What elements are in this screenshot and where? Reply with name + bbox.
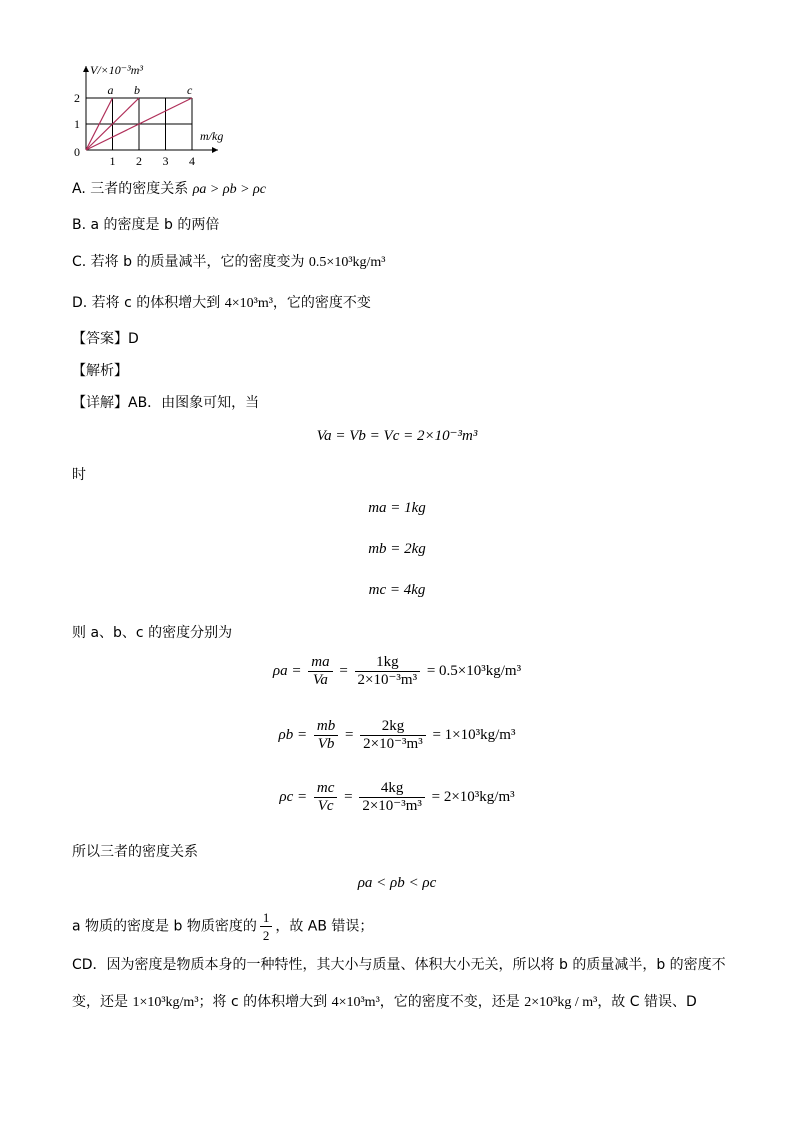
x-axis-arrow [212,147,218,153]
option-c-text: C. 若将 b 的质量减半，它的密度变为 [72,254,309,270]
rho-b-frac2 [360,719,426,752]
option-b [72,214,219,234]
y-axis-arrow [83,66,89,72]
cd-line2-v2: 4×10³m³ [331,995,380,1010]
rho-c-lhs: ρc = [279,788,308,805]
series-label-c: c [187,83,193,97]
rho-c-frac2 [359,781,425,814]
rho-c-f2-num: 4kg [359,781,425,798]
eq-rho-c: ρc = $\frac{mc}{Vc}$ = $\frac{4kg}{\text{2×10⁻³m³}}$ = 2×10³kg/m³ [279,780,515,814]
option-d-text: D. 若将 c 的体积增大到 [72,295,225,311]
half-suffix: ，故 AB 错误； [275,918,374,935]
rho-b-lhs: ρb = [278,726,308,743]
eq-mb: mb = 2kg [368,541,426,557]
rho-b-frac1 [314,719,338,752]
eq-mc: mc = 4kg [368,582,426,598]
eq-ma: ma = 1kg [368,500,426,516]
rho-c-frac1 [314,781,338,814]
option-a [72,178,266,198]
rho-b-f2-den: 2×10⁻³m³ [363,736,423,752]
option-a-relation: ρa > ρb > ρc [192,182,266,197]
eq-volume: Va = Vb = Vc = 2×10⁻³m³ [316,428,478,444]
option-c-value: 0.5×10³kg/m³ [308,255,386,270]
detail-intro [72,392,259,412]
eq-rho-a: ρa = $\frac{ma}{Va}$ = $\frac{1kg}{\text{2×10⁻³m³}}$ = 0.5×10³kg/m³ [272,654,522,688]
eq-rho-b: ρb = $\frac{mb}{Vb}$ = $\frac{2kg}{\text{2×10⁻³m³}}$ = 1×10³kg/m³ [278,718,516,752]
cd-line2-d: ，故 C 错误、D [597,994,697,1010]
x-tick-label: 3 [162,154,169,168]
half-line [72,910,373,943]
density-graph [60,58,250,170]
eq-relation: ρa < ρb < ρc [357,875,437,891]
rho-a-result: = 0.5×10³kg/m³ [426,662,522,679]
answer-label: 【答案】 [72,331,128,347]
cd-line2-v1: 1×10³kg/m³ [132,995,199,1010]
rho-c-f1-den: Vc [317,798,334,814]
option-c [72,251,386,271]
rho-b-f2-num: 2kg [360,719,426,736]
cd-line2-b: ；将 c 的体积增大到 [198,994,332,1010]
option-b-text: B. a 的密度是 b 的两倍 [72,217,220,233]
rho-a-f2-den: 2×10⁻³m³ [357,672,418,688]
x-axis-label: m/kg [200,129,224,143]
cd-line1: CD．因为密度是物质本身的一种特性，其大小与质量、体积大小无关，所以将 b 的质量减半，b 的密度不 [72,957,726,973]
x-tick-label: 4 [189,154,195,168]
y-tick-label: 2 [74,91,80,105]
half-num: 1 [260,910,273,927]
answer-line [72,328,139,348]
rho-b-f1-num: mb [314,719,338,736]
relation-intro: 所以三者的密度关系 [72,844,198,860]
rho-b-result: = 1×10³kg/m³ [432,726,516,743]
cd-line2-a: 变，还是 [72,994,133,1010]
rho-a-f1-den: Va [312,672,328,688]
rho-c-f1-num: mc [314,781,338,798]
shi-text: 时 [72,467,86,483]
rho-a-f1-num: ma [308,655,332,672]
detail-label: 【详解】 [72,395,128,411]
option-d-value: 4×10³m³ [224,296,273,311]
x-tick-label: 1 [109,154,116,168]
half-den: 2 [262,928,270,943]
x-tick-label: 2 [136,154,142,168]
y-tick-label: 1 [74,117,80,131]
analysis-label: 【解析】 [72,363,128,379]
cd-line2-v3: 2×10³kg / m³ [524,995,598,1010]
option-d [72,292,371,312]
cd-line2-c: ，它的密度不变，还是 [379,994,525,1010]
rho-b-f1-den: Vb [317,736,335,752]
rho-a-f2-num: 1kg [355,655,421,672]
rho-c-result: = 2×10³kg/m³ [431,788,515,805]
y-axis-label: V/×10⁻³m³ [90,63,143,77]
answer-value: D [128,331,139,347]
half-prefix: a 物质的密度是 b 物质密度的 [72,918,257,935]
cd-line2 [72,991,697,1011]
rho-c-f2-den: 2×10⁻³m³ [362,798,422,814]
origin-label: 0 [74,145,80,159]
rho-a-lhs: ρa = [272,662,302,679]
densities-intro: 则 a、b、c 的密度分别为 [72,625,233,641]
rho-a-frac2 [355,655,421,688]
half-fraction [260,910,273,943]
series-label-b: b [134,83,140,97]
detail-intro-text: AB．由图象可知，当 [128,395,260,411]
series-label-a: a [107,83,114,97]
option-d-suffix: ，它的密度不变 [272,295,371,311]
rho-a-frac1 [308,655,332,688]
option-a-text: A. 三者的密度关系 [72,181,193,197]
